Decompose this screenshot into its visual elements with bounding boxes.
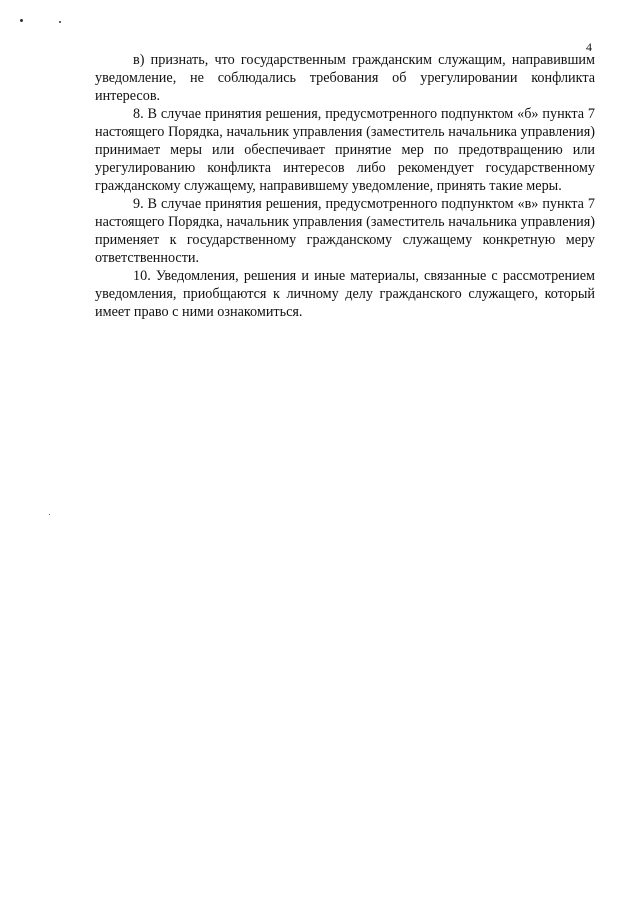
scan-speck	[20, 19, 23, 22]
scan-speck	[49, 514, 50, 515]
scan-speck	[59, 21, 61, 23]
paragraph-9: 9. В случае принятия решения, предусмотренного подпунктом «в» пункта 7 настоящего Порядка, начальник управления (заместитель начальника управления) применяет к государственному гражданскому служащему конкретную меру ответственности.	[95, 196, 595, 266]
paragraph-10: 10. Уведомления, решения и иные материалы, связанные с рассмотрением уведомления, приобщаются к личному делу гражданского служащего, который имеет право с ними ознакомиться.	[95, 268, 595, 320]
page-number: 4	[586, 40, 592, 54]
document-body	[95, 51, 595, 321]
paragraph-item-v: в) признать, что государственным гражданским служащим, направившим уведомление, не соблюдались требования об урегулировании конфликта интересов.	[95, 52, 595, 104]
paragraph-8: 8. В случае принятия решения, предусмотренного подпунктом «б» пункта 7 настоящего Порядка, начальник управления (заместитель начальника управления) принимает меры или обеспечивает принятие мер по предотвращению или урегулированию конфликта интересов либо рекомендует государственному гражданскому служащему, направившему уведомление, принять такие меры.	[95, 106, 595, 194]
